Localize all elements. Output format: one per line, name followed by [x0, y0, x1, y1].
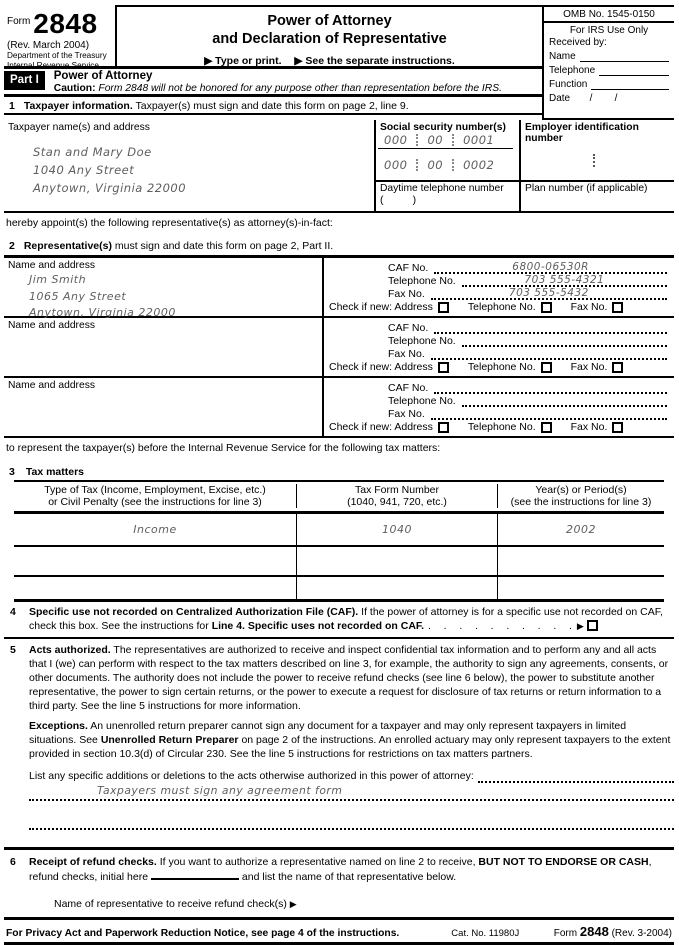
- form-instructions: [117, 55, 542, 67]
- additions-deletions-field-1[interactable]: Taxpayers must sign any agreement form: [29, 784, 674, 800]
- received-name-field[interactable]: [580, 51, 669, 62]
- part1-badge: Part I: [4, 71, 45, 90]
- rep3-telephone-label: Telephone No.: [388, 395, 456, 408]
- rep1-caf-field[interactable]: 6800-06530R: [434, 261, 667, 274]
- line3-number: 3: [9, 466, 15, 478]
- privacy-act-notice: For Privacy Act and Paperwork Reduction Notice, see page 4 of the instructions.: [6, 927, 400, 939]
- representative-block-1: [4, 258, 674, 318]
- part1-title: Power of Attorney: [53, 70, 153, 82]
- tax-table-header-row: [14, 482, 664, 514]
- acts-authorized-paragraph: Acts authorized. The representatives are authorized to receive and inspect confidential tax information and to perform any and all acts that I (we) can perform with respect to the tax matters described on line 3, for example, the authority to sign any agreements, consents, or other documents. The authority does not include the power to receive refund checks (see line 6 below), the power to substitute another representative, the power to sign certain returns, or the power to execute a request for disclosure of tax returns or return information to a third party. See the line 5 instructions for more information.: [29, 643, 669, 712]
- line4-section: 4 Specific use not recorded on Centralized Authorization File (CAF). If the power of attorney is for a specific use not recorded on CAF, check this box. See the instructions for Line 4. Specific uses not recorded on CAF. . . . . . . . . . . ▶: [4, 606, 674, 639]
- representative-block-3: [4, 378, 674, 438]
- footer-form-id: Form 2848 (Rev. 3-2004): [553, 923, 672, 939]
- line6-section: [4, 856, 674, 917]
- ein-separator-mark: [593, 154, 595, 167]
- form-revision: (Rev. March 2004): [7, 40, 90, 51]
- form-header: [4, 5, 674, 120]
- rep3-new-telephone-checkbox[interactable]: [541, 422, 552, 433]
- page-bottom-rule: [4, 942, 674, 945]
- year-period-column-header: Year(s) or Period(s) (see the instructions for line 3): [510, 484, 652, 508]
- rep2-new-fax-checkbox[interactable]: [612, 362, 623, 373]
- dot-leader: [478, 771, 674, 783]
- taxpayer-block: [4, 120, 674, 213]
- initial-here-field[interactable]: [151, 870, 239, 880]
- rep3-fax-label: Fax No.: [388, 408, 425, 421]
- rep2-check-telephone-label: Telephone No.: [467, 361, 536, 374]
- taxpayer-name-label: Taxpayer name(s) and address: [8, 122, 150, 133]
- line4-number: 4: [10, 606, 16, 618]
- rep1-telephone-field[interactable]: 703 555-4321: [462, 274, 667, 287]
- line1-heading: 1 Taxpayer information. Taxpayer(s) must sign and date this form on page 2, line 9.: [4, 97, 542, 115]
- rep2-name-label: Name and address: [8, 320, 96, 331]
- form-title-line2: and Declaration of Representative: [212, 31, 447, 48]
- rep1-check-fax-label: Fax No.: [570, 301, 608, 314]
- daytime-phone-field[interactable]: ( ): [380, 194, 417, 206]
- ssn-separator: [416, 134, 418, 146]
- form-footer: [4, 920, 674, 939]
- exceptions-paragraph: Exceptions. An unenrolled return preparer cannot sign any document for a taxpayer and may only represent taxpayers in limited situations. See Unenrolled Return Preparer on page 2 of the instructions. An enrolled actuary may only represent taxpayers to the extent provided in section 10.3(d) of Circular 230. See the line 5 instructions for restrictions on tax matters partners.: [29, 719, 671, 760]
- rep3-caf-field[interactable]: [434, 381, 667, 394]
- hereby-appoints-line: hereby appoint(s) the following representative(s) as attorney(s)-in-fact:: [6, 217, 333, 229]
- rep2-fax-field[interactable]: [431, 347, 667, 360]
- tax-form-number-column-header: Tax Form Number (1040, 941, 720, etc.): [297, 484, 498, 508]
- ssn-label: Social security number(s): [380, 122, 506, 133]
- irs-use-only-box: [542, 5, 674, 120]
- tax-form-cell[interactable]: 1040: [297, 514, 498, 545]
- received-telephone-field[interactable]: [599, 65, 669, 76]
- rep3-fax-field[interactable]: [431, 407, 667, 420]
- line4-dot-leader: . . . . . . . . . .: [424, 619, 577, 632]
- rep1-new-telephone-checkbox[interactable]: [541, 302, 552, 313]
- rep3-new-address-checkbox[interactable]: [438, 422, 449, 433]
- form-word: Form: [7, 16, 31, 27]
- additions-deletions-field-2[interactable]: [29, 801, 674, 830]
- taxpayer-name-address-value[interactable]: Stan and Mary Doe 1040 Any Street Anytown, Virginia 22000: [33, 145, 187, 195]
- right-arrow-icon: ▶: [289, 898, 297, 909]
- rep2-fax-label: Fax No.: [388, 348, 425, 361]
- rep2-check-if-new-label: Check if new: Address: [329, 361, 433, 374]
- rep2-telephone-field[interactable]: [462, 334, 667, 347]
- year-period-cell[interactable]: [498, 577, 664, 599]
- line5-bottom-rule: [4, 830, 674, 850]
- rep3-caf-label: CAF No.: [388, 382, 429, 395]
- tax-type-cell[interactable]: [14, 547, 297, 575]
- represent-taxpayers-line: to represent the taxpayer(s) before the Internal Revenue Service for the following tax matters:: [6, 442, 441, 454]
- rep1-check-telephone-label: Telephone No.: [467, 301, 536, 314]
- ssn-separator: [452, 134, 454, 146]
- line5-number: 5: [10, 643, 16, 656]
- rep3-check-fax-label: Fax No.: [570, 421, 608, 434]
- type-or-print-note: ▶ Type or print.: [204, 55, 282, 68]
- received-date-label: Date: [549, 93, 571, 104]
- form-number: 2848: [33, 8, 98, 39]
- received-by-label: Received by:: [549, 37, 607, 48]
- rep1-caf-label: CAF No.: [388, 262, 429, 275]
- rep2-new-address-checkbox[interactable]: [438, 362, 449, 373]
- tax-table-row-1[interactable]: [14, 514, 664, 547]
- year-period-cell[interactable]: [498, 547, 664, 575]
- line1-number: 1: [9, 100, 15, 112]
- tax-form-cell[interactable]: [297, 577, 498, 599]
- line5-section: [4, 644, 674, 830]
- rep2-telephone-label: Telephone No.: [388, 335, 456, 348]
- form-title-block: [117, 5, 542, 66]
- plan-number-cell: [521, 180, 674, 211]
- ssn-separator: [416, 159, 418, 171]
- rep3-name-label: Name and address: [8, 380, 96, 391]
- form-title-line1: Power of Attorney: [267, 13, 392, 29]
- year-period-cell[interactable]: 2002: [566, 523, 596, 536]
- agency-line-1: Department of the Treasury: [7, 51, 107, 60]
- rep1-fax-field[interactable]: 703 555-5432: [431, 287, 667, 300]
- representative-block-2: [4, 318, 674, 378]
- see-instructions-note: ▶ See the separate instructions.: [294, 55, 455, 68]
- refund-representative-line: Name of representative to receive refund check(s) ▶: [54, 897, 297, 910]
- tax-type-column-header: Type of Tax (Income, Employment, Excise, etc.) or Civil Penalty (see the instructions for line 3): [14, 484, 297, 508]
- rep2-new-telephone-checkbox[interactable]: [541, 362, 552, 373]
- received-name-label: Name: [549, 51, 576, 62]
- rep3-check-if-new-label: Check if new: Address: [329, 421, 433, 434]
- rep1-new-address-checkbox[interactable]: [438, 302, 449, 313]
- ein-label: Employer identification number: [525, 122, 639, 144]
- tax-type-cell[interactable]: [14, 577, 297, 599]
- rep3-telephone-field[interactable]: [462, 394, 667, 407]
- form-id-block: [4, 5, 117, 70]
- tax-table-row-2[interactable]: [14, 547, 664, 577]
- ssn-divider-line: [378, 148, 513, 149]
- omb-number: OMB No. 1545-0150: [544, 7, 674, 23]
- rep1-new-fax-checkbox[interactable]: [612, 302, 623, 313]
- line2-heading: 2 Representative(s) must sign and date this form on page 2, Part II.: [4, 240, 674, 258]
- line3-heading: 3 Tax matters: [9, 466, 85, 478]
- received-function-field[interactable]: [591, 79, 669, 90]
- line2-number: 2: [9, 240, 15, 252]
- tax-form-cell[interactable]: [297, 547, 498, 575]
- line4-specific-use-checkbox[interactable]: [587, 620, 598, 631]
- ssn-value-1[interactable]: 000 00 0001: [384, 133, 495, 147]
- daytime-phone-label: Daytime telephone number: [380, 183, 504, 194]
- daytime-phone-cell: [376, 180, 519, 211]
- rep1-name-label: Name and address: [8, 260, 96, 271]
- additions-deletions-line: List any specific additions or deletions to the acts otherwise authorized in this power of attorney:: [29, 770, 674, 784]
- ssn-separator: [452, 159, 454, 171]
- plan-number-label: Plan number (if applicable): [525, 183, 648, 194]
- agency-line-2: Internal Revenue Service: [7, 60, 99, 70]
- part1-header: [4, 69, 542, 97]
- rep1-name-address-value[interactable]: Jim Smith 1065 Any Street Anytown, Virginia 22000: [29, 273, 176, 319]
- part1-caution: Caution: Form 2848 will not be honored for any purpose other than representation before the IRS.: [53, 82, 502, 94]
- rep2-caf-field[interactable]: [434, 321, 667, 334]
- rep3-new-fax-checkbox[interactable]: [612, 422, 623, 433]
- ssn-value-2[interactable]: 000 00 0002: [384, 158, 495, 172]
- rep3-check-telephone-label: Telephone No.: [467, 421, 536, 434]
- rep2-check-fax-label: Fax No.: [570, 361, 608, 374]
- refund-checks-paragraph: Receipt of refund checks. If you want to authorize a representative named on line 2 to receive, BUT NOT TO ENDORSE OR CASH, refund checks, initial here and list the name of that representative below.: [29, 855, 652, 883]
- received-date-field[interactable]: / /: [570, 93, 618, 104]
- rep2-caf-label: CAF No.: [388, 322, 429, 335]
- rep1-check-if-new-label: Check if new: Address: [329, 301, 433, 314]
- line6-number: 6: [10, 855, 16, 868]
- rep1-fax-label: Fax No.: [388, 288, 425, 301]
- rep1-telephone-label: Telephone No.: [388, 275, 456, 288]
- tax-matters-table: [14, 480, 664, 602]
- right-arrow-icon: ▶: [576, 620, 584, 631]
- received-telephone-label: Telephone: [549, 65, 596, 76]
- tax-table-row-3[interactable]: [14, 577, 664, 602]
- tax-type-cell[interactable]: Income: [14, 514, 297, 545]
- catalog-number: Cat. No. 11980J: [451, 927, 520, 939]
- irs-use-only-label: For IRS Use Only: [569, 25, 649, 36]
- received-function-label: Function: [549, 79, 588, 90]
